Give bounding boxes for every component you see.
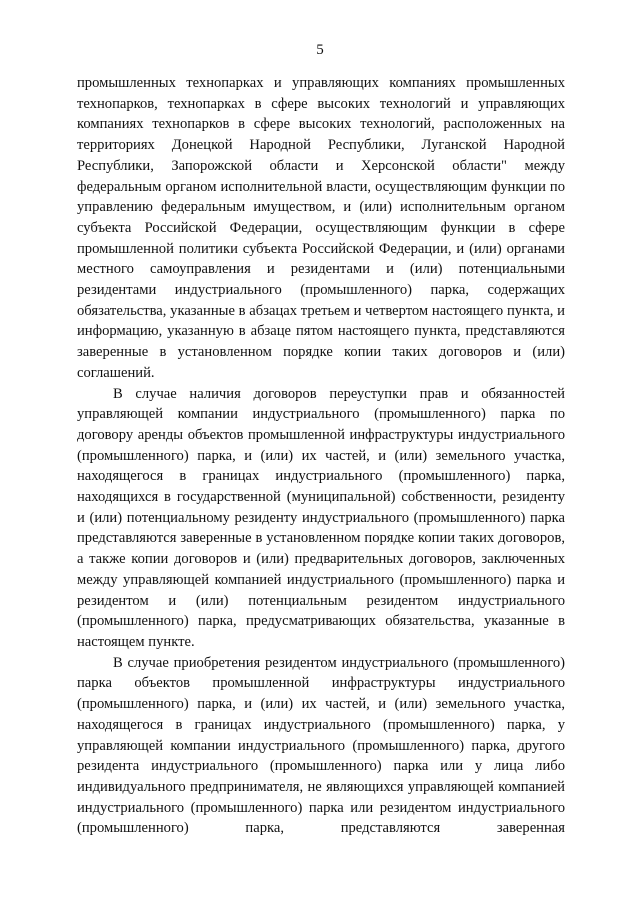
document-body bbox=[77, 73, 565, 839]
paragraph-3: В случае приобретения резидентом индустриального (промышленного) парка объектов промышленной инфраструктуры индустриального (промышленного) парка, и (или) их частей, и (или) земельного участка, находящегося в границах индустриального (промышленного) парка, у управляющей компании индустриального (промышленного) парка, другого резидента индустриального (промышленного) парка или у лица либо индивидуального предпринимателя, не являющихся управляющей компанией индустриального (промышленного) парка или резидентом индустриального (промышленного) парка, представляются заверенная bbox=[77, 654, 565, 837]
page-number: 5 bbox=[316, 42, 324, 58]
paragraph-2: В случае наличия договоров переуступки прав и обязанностей управляющей компании индустриального (промышленного) парка по договору аренды объектов промышленной инфраструктуры индустриального (промышленного) парка, и (или) их частей, и (или) земельного участка, находящегося в границах индустриального (промышленного) парка, находящихся в государственной (муниципальной) собственности, резиденту и (или) потенциальному резиденту индустриального (промышленного) парка представляются заверенные в установленном порядке копии таких договоров, а также копии договоров и (или) предварительных договоров, заключенных между управляющей компанией индустриального (промышленного) парка и резидентом и (или) потенциальным резидентом индустриального (промышленного) парка, предусматривающих обязательства, указанные в настоящем пункте. bbox=[77, 385, 565, 650]
paragraph-1: промышленных технопарках и управляющих компаниях промышленных технопарков, технопарках в сфере высоких технологий и управляющих компаниях технопарков в сфере высоких технологий, расположенных на территориях Донецкой Народной Республики, Луганской Народной Республики, Запорожской области и Херсонской области" между федеральным органом исполнительной власти, осуществляющим функции по управлению федеральным имуществом, и (или) исполнительным органом субъекта Российской Федерации, осуществляющим функции в сфере промышленной политики субъекта Российской Федерации, и (или) органами местного самоуправления и резидентами и (или) потенциальными резидентами индустриального (промышленного) парка, содержащих обязательства, указанные в абзацах третьем и четвертом настоящего пункта, и информацию, указанную в абзаце пятом настоящего пункта, представляются заверенные в установленном порядке копии таких договоров и (или) соглашений. bbox=[77, 75, 565, 381]
